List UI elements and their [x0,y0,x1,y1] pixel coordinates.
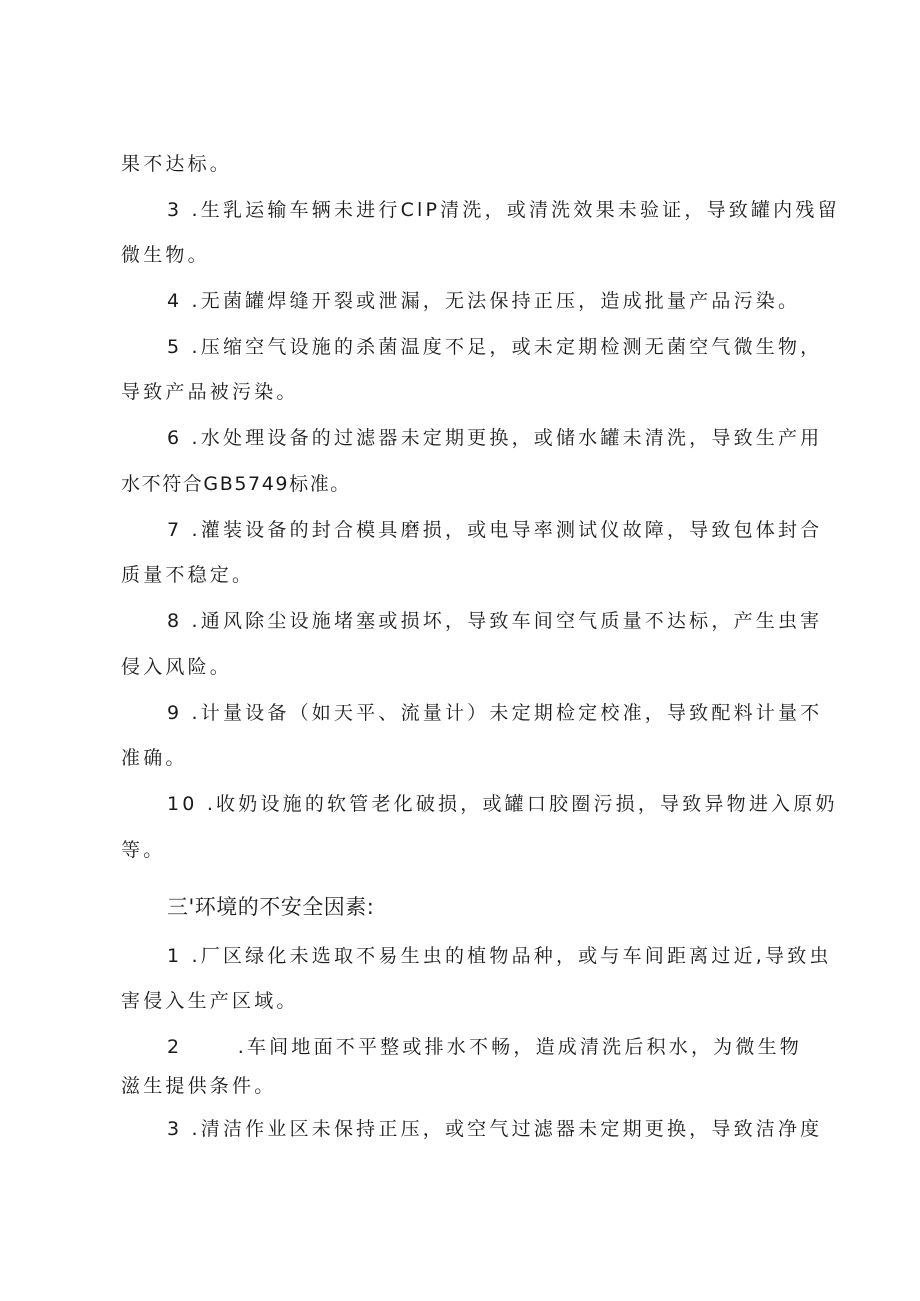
paragraph-line: 准确。 [121,747,188,769]
paragraph-line: 1 .厂区绿化未选取不易生虫的植物品种，或与车间距离过近,导致虫 [167,945,832,967]
paragraph-line: 侵入风险。 [121,656,233,678]
paragraph-line: 7 .灌装设备的封合模具磨损，或电导率测试仪故障，导致包体封合 [167,519,823,541]
paragraph-line: 4 .无菌罐焊缝开裂或泄漏，无法保持正压，造成批量产品污染。 [167,290,801,312]
paragraph-line: 导致产品被污染。 [121,381,299,403]
paragraph-line: 10 .收奶设施的软管老化破损，或罐口胶圈污损，导致异物进入原奶 [167,793,838,815]
paragraph-line: 质量不稳定。 [121,564,255,586]
paragraph-line: 等。 [121,839,166,861]
paragraph-line: 9 .计量设备（如天平、流量计）未定期检定校准，导致配料计量不 [167,702,823,724]
paragraph-line: 8 .通风除尘设施堵塞或损坏，导致车间空气质量不达标，产生虫害 [167,610,823,632]
section-heading: 三'环境的不安全因素: [167,895,375,919]
paragraph-line: 滋生提供条件。 [121,1075,277,1097]
paragraph-line: 2 .车间地面不平整或排水不畅，造成清洗后积水，为微生物 [167,1036,802,1058]
paragraph-line: 6 .水处理设备的过滤器未定期更换，或储水罐未清洗，导致生产用 [167,427,823,449]
paragraph-line: 微生物。 [121,244,210,266]
paragraph-line: 3 .生乳运输车辆未进行ClP清洗，或清洗效果未验证，导致罐内残留 [167,199,840,221]
paragraph-line: 3 .清洁作业区未保持正压，或空气过滤器未定期更换，导致洁净度 [167,1118,823,1140]
paragraph-line: 水不符合GB5749标准。 [121,473,351,495]
paragraph-line: 5 .压缩空气设施的杀菌温度不足，或未定期检测无菌空气微生物， [167,336,823,358]
paragraph-line: 害侵入生产区域。 [121,990,299,1012]
paragraph-line: 果不达标。 [121,153,233,175]
